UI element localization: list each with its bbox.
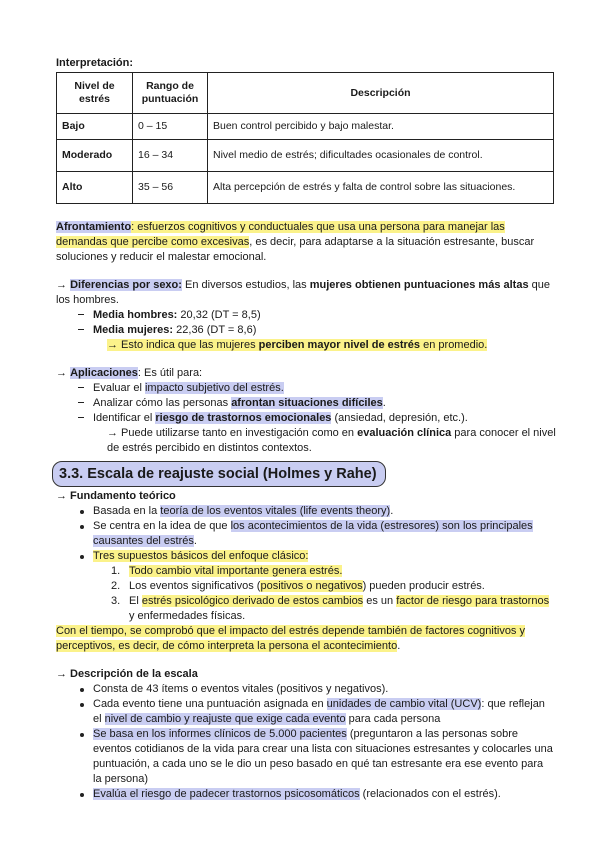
header-rango: Rango de puntuación	[133, 73, 208, 114]
aplicaciones-item: Evaluar el impacto subjetivo del estrés.	[93, 382, 284, 394]
cell-rango: 0 – 15	[133, 114, 208, 140]
aplicaciones-item: Identificar el riesgo de trastornos emocionales (ansiedad, depresión, etc.).	[93, 412, 468, 424]
section-title: 3.3. Escala de reajuste social (Holmes y Rahe)	[52, 461, 386, 487]
sexo-mujeres: Media mujeres: 22,36 (DT = 8,6)	[93, 324, 257, 336]
supuesto-item: Todo cambio vital importante genera estrés.	[129, 565, 343, 577]
dash-icon	[78, 387, 84, 388]
afrontamiento-line3: soluciones y reducir el malestar emocional.	[56, 251, 267, 263]
fundamento-item: Tres supuestos básicos del enfoque clásico:	[93, 550, 309, 562]
fundamento-item: Se centra en la idea de que los acontecimientos de la vida (estresores) son los principales	[93, 520, 533, 532]
cell-descripcion: Buen control percibido y bajo malestar.	[208, 114, 554, 140]
cell-descripcion: Nivel medio de estrés; dificultades ocasionales de control.	[208, 140, 554, 172]
bullet-icon	[80, 703, 84, 707]
fundamento-item: Basada en la teoría de los eventos vitales (life events theory).	[93, 505, 394, 517]
descripcion-item-cont: eventos cotidianos de la vida para crear una lista con situaciones estresantes y colocarles una	[93, 743, 553, 755]
table-row	[57, 172, 554, 204]
cell-rango: 35 – 56	[133, 172, 208, 204]
sexo-hombres: Media hombres: 20,32 (DT = 8,5)	[93, 309, 261, 321]
supuesto-item-cont: y enfermedades físicas.	[129, 610, 246, 622]
header-nivel: Nivel de estrés	[57, 73, 133, 114]
supuesto-number: 3.	[111, 595, 121, 607]
fundamento-item-cont: causantes del estrés.	[93, 535, 197, 547]
sexo-line1: → Diferencias por sexo: En diversos estudios, las mujeres obtienen puntuaciones más altas que	[56, 279, 550, 291]
fundamento-conclusion: Con el tiempo, se comprobó que el impacto del estrés depende también de factores cognitivos y	[56, 625, 525, 637]
table-header-row	[57, 73, 554, 114]
stress-table	[56, 72, 554, 204]
cell-descripcion: Alta percepción de estrés y falta de control sobre las situaciones.	[208, 172, 554, 204]
supuesto-item: El estrés psicológico derivado de estos cambios es un factor de riesgo para trastornos	[129, 595, 550, 607]
bullet-icon	[80, 555, 84, 559]
cell-nivel: Alto	[57, 172, 133, 204]
supuesto-item: Los eventos significativos (positivos o negativos) pueden producir estrés.	[129, 580, 485, 592]
afrontamiento-line1: Afrontamiento: esfuerzos cognitivos y conductuales que usa una persona para manejar las	[56, 221, 505, 233]
dash-icon	[78, 417, 84, 418]
table-row	[57, 140, 554, 172]
bullet-icon	[80, 510, 84, 514]
aplicaciones-heading: → Aplicaciones: Es útil para:	[56, 367, 203, 379]
cell-rango: 16 – 34	[133, 140, 208, 172]
bullet-icon	[80, 793, 84, 797]
aplicaciones-note-cont: de estrés percibido en distintos contextos.	[107, 442, 312, 454]
descripcion-heading: → Descripción de la escala	[56, 668, 198, 680]
supuesto-number: 2.	[111, 580, 121, 592]
descripcion-item-cont: el nivel de cambio y reajuste que exige cada evento para cada persona	[93, 713, 441, 725]
fundamento-heading: → Fundamento teórico	[56, 490, 176, 502]
table-row	[57, 114, 554, 140]
supuesto-number: 1.	[111, 565, 121, 577]
interpretacion-title: Interpretación:	[56, 57, 134, 69]
bullet-icon	[80, 525, 84, 529]
descripcion-item: Se basa en los informes clínicos de 5.000 pacientes (preguntaron a las personas sobre	[93, 728, 518, 740]
aplicaciones-note: → Puede utilizarse tanto en investigación como en evaluación clínica para conocer el nivel	[107, 427, 556, 439]
bullet-icon	[80, 688, 84, 692]
cell-nivel: Moderado	[57, 140, 133, 172]
descripcion-item: Evalúa el riesgo de padecer trastornos psicosomáticos (relacionados con el estrés).	[93, 788, 501, 800]
afrontamiento-line2: demandas que percibe como excesivas, es decir, para adaptarse a la situación estresante, buscar	[56, 236, 535, 248]
aplicaciones-item: Analizar cómo las personas afrontan situaciones difíciles.	[93, 397, 386, 409]
dash-icon	[78, 314, 84, 315]
descripcion-item: Cada evento tiene una puntuación asignada en unidades de cambio vital (UCV): que reflejan	[93, 698, 545, 710]
descripcion-item-cont: puntuación, a cada uno se le dio un peso basado en qué tan estresante era ese evento para	[93, 758, 544, 770]
bullet-icon	[80, 733, 84, 737]
sexo-line2: los hombres.	[56, 294, 119, 306]
cell-nivel: Bajo	[57, 114, 133, 140]
descripcion-item-cont: la persona)	[93, 773, 149, 785]
sexo-conclusion: → Esto indica que las mujeres perciben mayor nivel de estrés en promedio.	[107, 339, 488, 351]
header-descripcion: Descripción	[208, 73, 554, 114]
fundamento-conclusion-cont: perceptivos, es decir, de cómo interpreta la persona el acontecimiento.	[56, 640, 401, 652]
dash-icon	[78, 329, 84, 330]
descripcion-item: Consta de 43 ítems o eventos vitales (positivos y negativos).	[93, 683, 389, 695]
dash-icon	[78, 402, 84, 403]
